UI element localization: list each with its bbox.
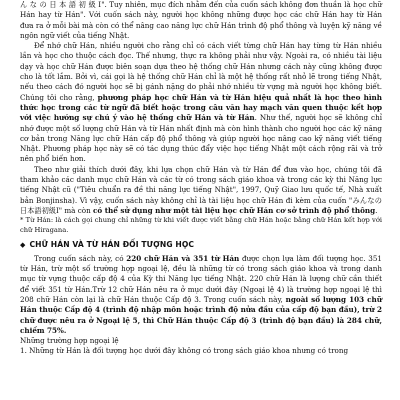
- diamond-bullet-icon: ◆: [20, 241, 26, 250]
- section-paragraph: [20, 254, 382, 336]
- intro-line-3: từ Hán đưa ra ở mỗi bài mà còn có thể nâng cao năng lực chữ Hán trình độ phổ thông và luyện kỹ: [20, 10, 383, 30]
- selection-bold-text: có thể sử dụng như một tài liệu học chữ Hán cơ sở trình độ phổ thông: [93, 205, 376, 215]
- method-paragraph: [20, 41, 382, 165]
- footnote: * Từ Hán: là cách gọi chung chỉ những từ khi viết được viết bằng chữ Hán hoặc bằng chữ Hán kết hợp với chữ Hiragana.: [20, 216, 382, 234]
- selection-text-c: .: [375, 205, 378, 215]
- exceptions-line-1: 1. Những từ Hán là đối tượng học dưới đây không có trong sách giáo khoa nhưng có trong: [20, 346, 349, 356]
- selection-paragraph: [20, 165, 382, 216]
- method-text-a: Để nhớ chữ Hán, nhiều người cho rằng chỉ có cách viết từng chữ Hán hay từng từ Hán nhiều lần và học cho thuộc cách đọc. Thế nhưng, thực ra không phải như vậy. Ngoài ra, có nhiều tài liệu dạy và học chữ Hán được biên soạn dựa theo hệ thống chữ Hán nhưng cách này cũng không được cho là tốt lắm. Bởi vì, cái gọi là hệ thống chữ Hán chỉ là một hệ thống rất nhỏ lẽ trong tiếng Nhật, nếu theo cách đó người học sẽ bị gánh nặng do phải nhớ nhiều từ vựng mà người học không biết. Chúng tôi cho rằng,: [20, 41, 382, 102]
- section-title: CHỮ HÁN VÀ TỪ HÁN ĐỐI TƯỢNG HỌC: [29, 240, 195, 250]
- selection-text-a: Theo như giải thích dưới đây, khi lựa chọn chữ Hán và từ Hán để đưa vào học, chúng tôi đã tham khảo các danh mục chữ Hán và các từ có trong sách giáo khoa và trong các kỳ thi Năng lực tiếng Nhật cũ ("Tiêu chuẩn ra đề thi năng lực tiếng Nhật", 1997, Quỹ Giao lưu quốc tế, Nhà xuất bản Bonjinsha). Vì vậy, cuốn sách này không chỉ là tài liệu học chữ Hán đi kèm của cuốn "みんなの日本語初級Ⅰ" mà còn: [20, 164, 382, 215]
- intro-line-2: chữ Hán hay từ Hán". Với cuốn sách này, người học không những được học các chữ Hán hay: [20, 0, 382, 20]
- section-bold-count: 220 chữ Hán và 351 từ Hán: [126, 253, 240, 263]
- section-text-a: Trong cuốn sách này, có: [34, 253, 127, 263]
- intro-line-1: ん な の 日 本 語 初 級 Ⅰ". Tuy nhiên, mục đích nhằm đến của cuốn sách không đơn thuần là học: [20, 0, 367, 9]
- method-bold-text: phương pháp học chữ Hán và từ Hán hiệu quả nhất là học theo hình thức học trong các từ ngữ đã biết hoặc trong câu văn hay mạch văn quen thuộc kết hợp với việc hướng sự chú ý vào hệ thống chữ Hán và từ Hán: [20, 92, 382, 123]
- exceptions-heading: Những trường hợp ngoại lệ: [20, 336, 119, 346]
- section-bold-summary: ngoài số lượng 103 chữ Hán thuộc Cấp độ 4 (trình độ nhập môn hoặc trình độ nửa đầu của cấp độ bạn đầu), trừ 2 chữ được nêu ra ở Ngoại lệ 5, thì Chữ Hán thuộc Cấp độ 3 (trình độ bạn đầu) là 284 chữ, chiếm 75%.: [20, 294, 382, 335]
- intro-paragraph: [20, 0, 382, 41]
- section-text-c: được chọn lựa làm đối tượng học. 351 từ Hán, trừ một số trường hợp ngoại lệ, đều là những từ có trong sách giáo khoa và trong danh mục từ vựng thuộc cấp độ 4 của Kỳ thi Năng lực tiếng Nhật. 220 chữ Hán là lượng chữ cần thiết để viết 351 từ Hán.Trừ 12 chữ Hán nêu ra ở mục dưới đây (Ngoại lệ 4) là trường hợp ngoại lệ thì 208 chữ Hán còn lại là chữ Hán thuộc Cấp độ 3. Trong cuốn sách này,: [20, 253, 382, 304]
- method-text-c: . Như thế, người học sẽ không chỉ nhớ được một số lượng chữ Hán và từ Hán nhất định mà còn hình thành cho người học các kỹ năng cơ bản trong Năng lực chữ Hán cấp độ phổ thông và giúp người học nâng cao kỹ năng viết tiếng Nhật. Phương pháp học này sẽ có tác dụng thúc đẩy việc học tiếng Nhật một cách rộng rãi và trở nên phổ biến hơn.: [20, 113, 383, 164]
- section-heading: [20, 240, 382, 250]
- intro-line-4: năng về ngôn ngữ viết của tiếng Nhật.: [20, 20, 382, 40]
